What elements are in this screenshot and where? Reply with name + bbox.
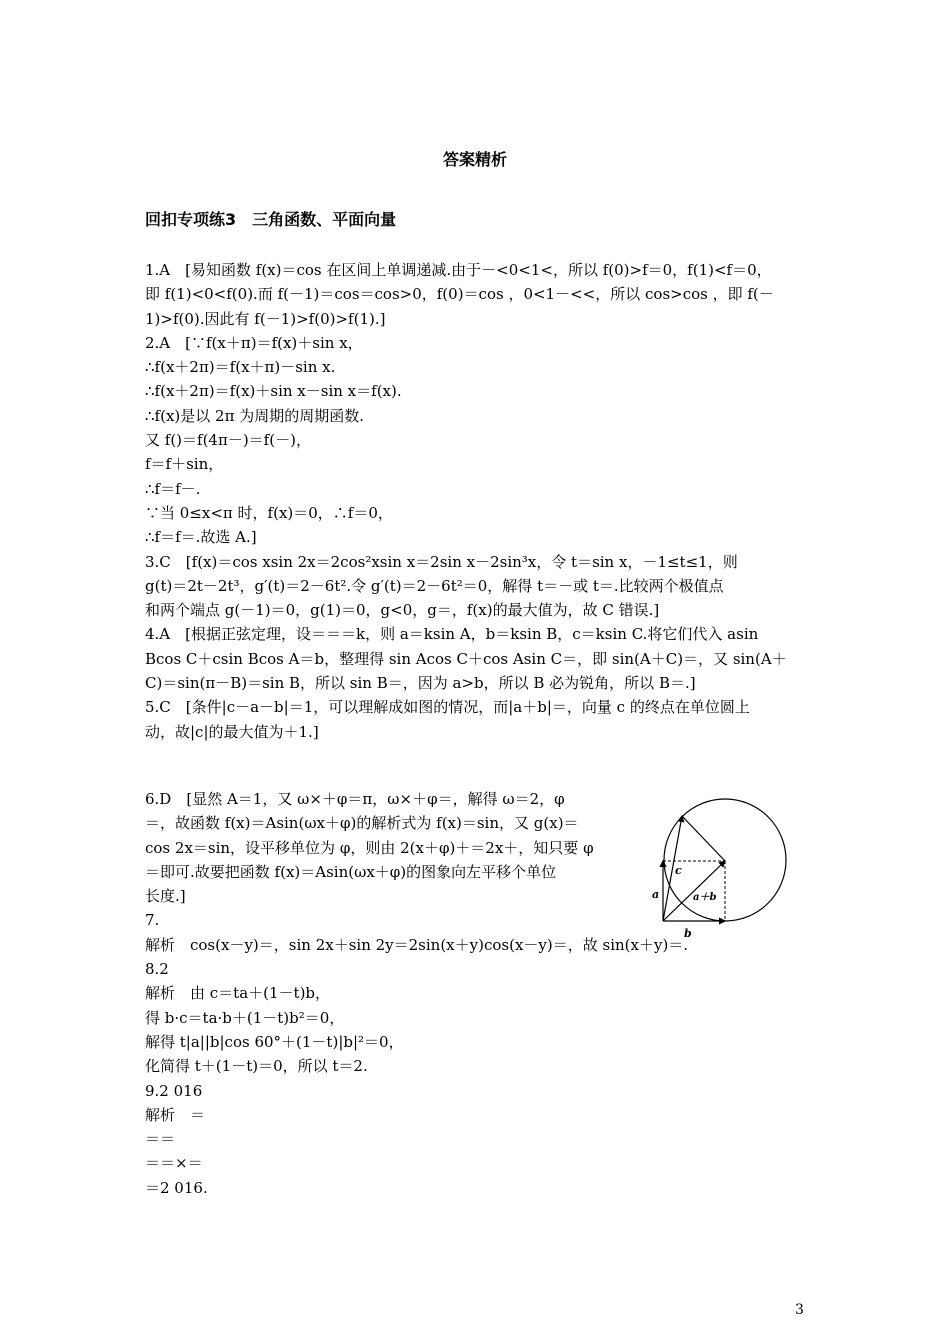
text-line: cos 2x＝sin，设平移单位为 φ，则由 2(x＋φ)＋＝2x＋，知只要 φ (145, 838, 594, 857)
text-line: f＝f＋sin， (145, 455, 224, 474)
text-line: 2.A [∵f(x＋π)＝f(x)＋sin x， (145, 333, 363, 352)
text-line: 3.C [f(x)＝cos xsin 2x＝2cos²xsin x＝2sin x－2sin³x，令 t＝sin x，－1≤t≤1，则 (145, 552, 738, 571)
text-line: 和两个端点 g(－1)＝0，g(1)＝0，g<0，g＝，f(x)的最大值为，故 C 错误.] (145, 601, 660, 620)
section-heading: 回扣专项练3 三角函数、平面向量 (145, 210, 397, 229)
text-line: ＝＝×＝ (145, 1154, 203, 1173)
text-line: C)＝sin(π－B)＝sin B，所以 sin B＝，因为 a>b，所以 B 必为锐角，所以 B＝.] (145, 674, 696, 693)
text-line: ∴f＝f＝.故选 A.] (145, 528, 257, 547)
text-line: 1)>f(0).因此有 f(－1)>f(0)>f(1).] (145, 309, 386, 328)
text-line: ∴f＝f－. (145, 479, 201, 498)
text-line: Bcos C＋csin Bcos A＝b，整理得 sin Acos C＋cos Asin C＝，即 sin(A＋C)＝，又 sin(A＋ (145, 649, 787, 668)
text-line: 即 f(1)<0<f(0).而 f(－1)＝cos＝cos>0，f(0)＝cos ，0<1－<<，所以 cos>cos ，即 f(－ (145, 285, 774, 304)
text-line: 又 f()＝f(4π－)＝f(－)， (145, 431, 311, 450)
text-line: g(t)＝2t－2t³，g′(t)＝2－6t².令 g′(t)＝2－6t²＝0，解得 t＝－或 t＝.比较两个极值点 (145, 576, 724, 595)
text-line: ＝即可.故要把函数 f(x)＝Asin(ωx＋φ)的图象向左平移个单位 (145, 862, 557, 881)
text-line: 动，故|c|的最大值为＋1.] (145, 722, 319, 741)
text-line: 解析 cos(x－y)＝，sin 2x＋sin 2y＝2sin(x＋y)cos(x－y)＝，故 sin(x＋y)＝. (145, 935, 689, 954)
text-line: 4.A [根据正弦定理，设＝＝＝k，则 a＝ksin A，b＝ksin B，c＝ksin C.将它们代入 asin (145, 625, 759, 644)
text-line: 解析 ＝ (145, 1105, 206, 1124)
label-a: a (652, 888, 660, 901)
text-line: 解得 t|a||b|cos 60°＋(1－t)|b|²＝0， (145, 1032, 404, 1051)
text-line: ∴f(x)是以 2π 为周期的周期函数. (145, 406, 364, 425)
page-number: 3 (795, 1302, 804, 1318)
text-line: 长度.] (145, 887, 186, 906)
label-b: b (684, 927, 692, 940)
page-title: 答案精析 (442, 150, 507, 169)
text-line: 5.C [条件|c－a－b|＝1，可以理解成如图的情况，而|a＋b|＝，向量 c 的终点在单位圆上 (145, 698, 750, 717)
text-line: 6.D [显然 A＝1，又 ω×＋φ＝π，ω×＋φ＝，解得 ω＝2，φ (145, 790, 565, 808)
text-line: 化简得 t＋(1－t)＝0，所以 t＝2. (145, 1057, 368, 1076)
text-line: ＝，故函数 f(x)＝Asin(ωx＋φ)的解析式为 f(x)＝sin，又 g(x)＝ (145, 814, 579, 833)
label-c: c (675, 864, 682, 877)
text-line: 8.2 (145, 960, 169, 979)
text-line: 7. (145, 911, 160, 930)
label-a-plus-b: a＋b (693, 892, 717, 903)
text-line: ＝2 016. (145, 1178, 208, 1197)
text-line: 9.2 016 (145, 1081, 203, 1100)
text-line: ∴f(x＋2π)＝f(x)＋sin x－sin x＝f(x). (145, 382, 402, 401)
text-line: 得 b·c＝ta·b＋(1－t)b²＝0， (145, 1008, 345, 1027)
radius-line (682, 816, 725, 861)
text-line: 1.A [易知函数 f(x)＝cos 在区间上单调递减.由于－<0<1<，所以 f(0)>f＝0，f(1)<f＝0， (145, 261, 772, 279)
text-line: ∵当 0≤x<π 时，f(x)＝0，∴f＝0， (145, 503, 393, 522)
text-line: ∴f(x＋2π)＝f(x＋π)－sin x. (145, 358, 336, 377)
text-line: 解析 由 c＝ta＋(1－t)b， (145, 984, 331, 1003)
vector-circle-figure (645, 790, 793, 940)
answers-1-5 (145, 258, 810, 744)
text-line: ＝＝ (145, 1130, 176, 1149)
